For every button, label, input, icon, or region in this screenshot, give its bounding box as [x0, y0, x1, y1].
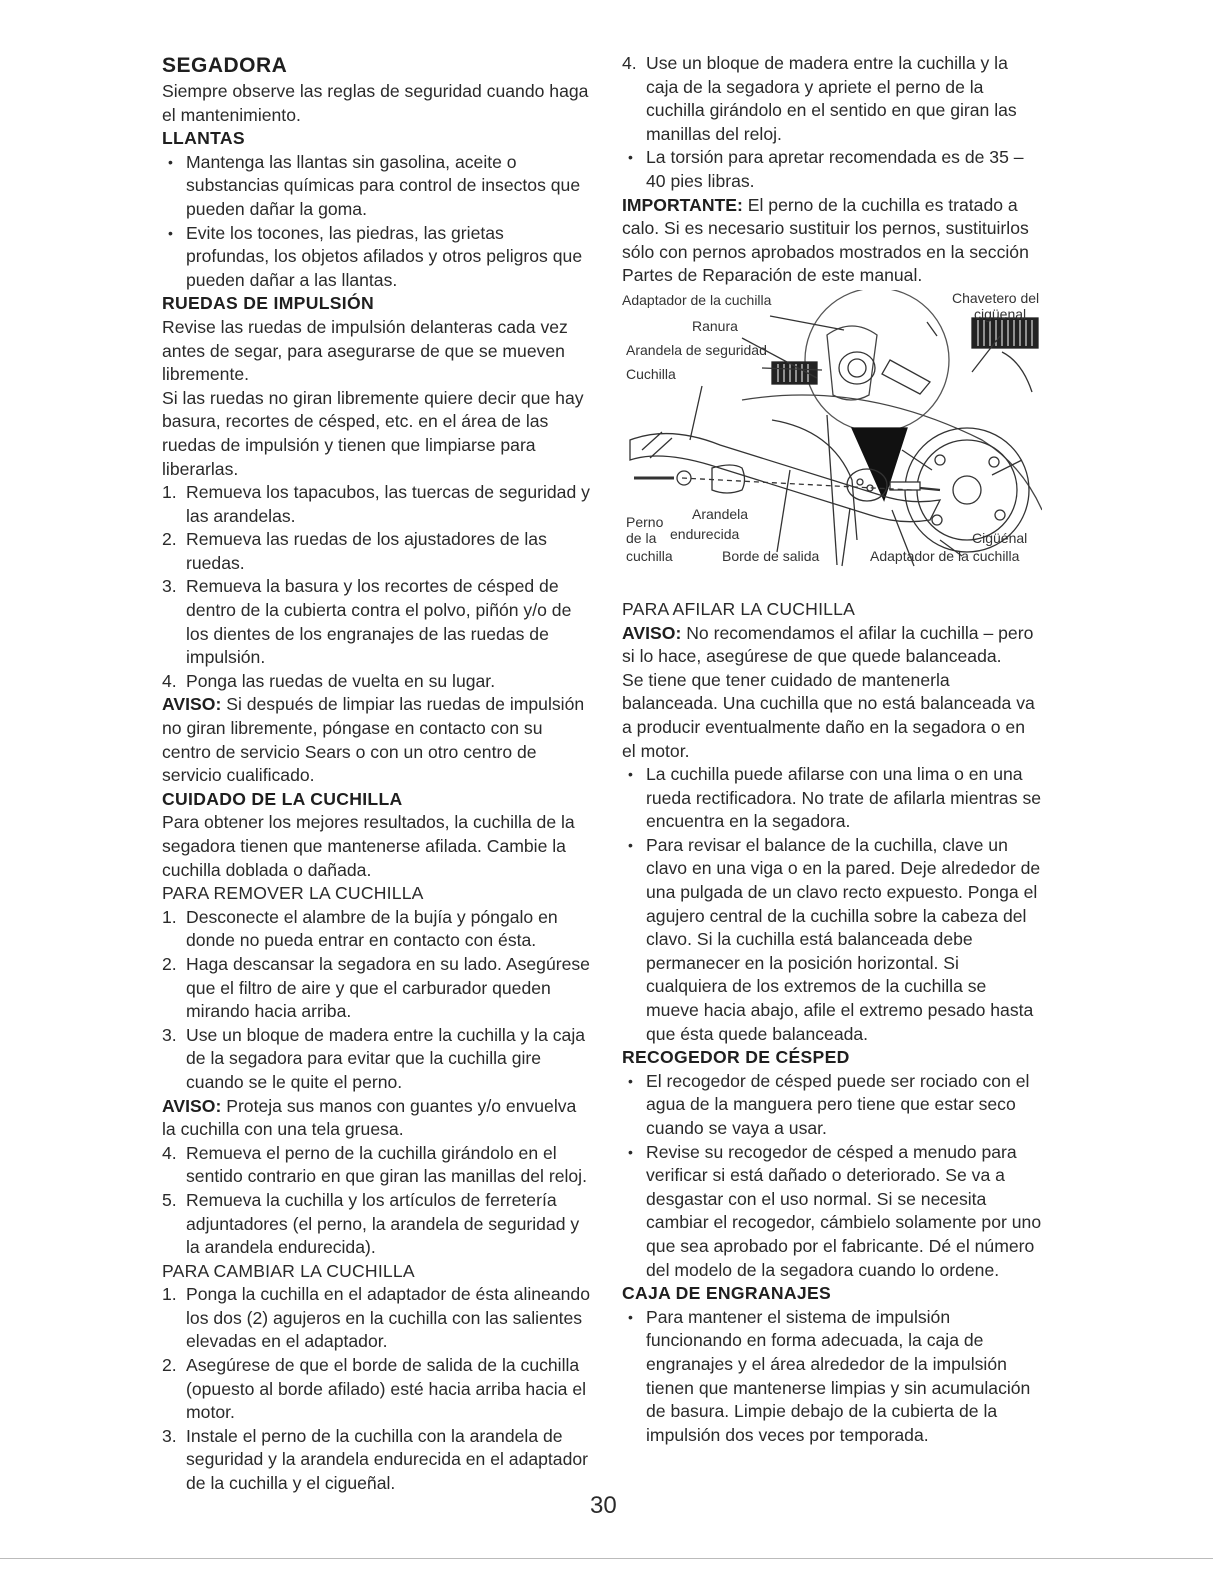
label-adaptador-bottom: Adaptador de la cuchilla — [870, 547, 1020, 564]
ruedas-paragraph-1: Revise las ruedas de impulsión delanteras cada vez antes de segar, para asegurarse de que se mueven libremente. — [162, 316, 568, 385]
bottom-rule — [0, 1558, 1213, 1559]
page-number: 30 — [590, 1492, 617, 1519]
label-perno-1: Perno — [626, 513, 664, 530]
label-adaptador-top: Adaptador de la cuchilla — [622, 291, 772, 308]
ruedas-paragraph-2: Si las ruedas no giran libremente quiere decir que hay basura, recortes de césped, etc. en el área de las ruedas de impulsión y tienen que limpiarse para liberarlas. — [162, 387, 584, 479]
caja-heading: CAJA DE ENGRANAJES — [622, 1283, 832, 1304]
bullet-icon: • — [628, 149, 633, 166]
list-item: 5. Remueva la cuchilla y los artículos de ferretería adjuntadores (el perno, la arandela de seguridad y la arandela endurecida). — [162, 1189, 580, 1258]
bullet-icon: • — [628, 1308, 633, 1325]
right-column — [622, 52, 1042, 1447]
list-item: 3. Use un bloque de madera entre la cuchilla y la caja de la segadora para evitar que la cuchilla gire cuando se le quite el perno. — [162, 1024, 586, 1092]
afilar-list — [622, 763, 1042, 1046]
list-item: 1. Desconecte el alambre de la bujía y póngalo en donde no pueda entrar en contacto con ésta. — [162, 906, 558, 951]
label-cuchilla: Cuchilla — [626, 365, 676, 382]
aviso-note: AVISO: Proteja sus manos con guantes y/o envuelva la cuchilla con una tela gruesa. — [162, 1095, 577, 1140]
list-item: • La torsión para apretar recomendada es de 35 – 40 pies libras. — [628, 147, 1024, 191]
blade-assembly-diagram — [622, 290, 1042, 590]
cambiar-steps-continued — [622, 52, 1042, 194]
list-item: 2. Remueva las ruedas de los ajustadores de las ruedas. — [162, 529, 547, 573]
afilar-heading: PARA AFILAR LA CUCHILLA — [622, 598, 856, 619]
list-item: 2. Asegúrese de que el borde de salida de la cuchilla (opuesto al borde afilado) esté hacia arriba hacia el motor. — [162, 1355, 587, 1423]
list-item: • Para mantener el sistema de impulsión funcionando en forma adecuada, la caja de engranajes y el área alrededor de la impulsión tienen que mantenerse limpias y sin acumulación de basura. Limpie debajo de la cubierta de la impulsión dos veces por temporada. — [628, 1306, 1031, 1445]
afilar-paragraph: Se tiene que tener cuidado de mantenerla balanceada. Una cuchilla que no está balanceada va a producir eventualmente daño en la segadora o en el motor. — [622, 669, 1035, 761]
list-item: 1. Ponga la cuchilla en el adaptador de ésta alineando los dos (2) agujeros en la cuchilla con las salientes elevadas en el adaptador. — [162, 1284, 590, 1352]
cambiar-heading: PARA CAMBIAR LA CUCHILLA — [162, 1260, 415, 1281]
llantas-list — [162, 151, 590, 293]
remover-steps-continued — [162, 1142, 590, 1260]
label-perno-2: de la — [626, 529, 657, 546]
list-item: 2. Haga descansar la segadora en su lado. Asegúrese que el filtro de aire y que el carburador queden mirando hacia arriba. — [162, 953, 590, 1022]
recogedor-heading: RECOGEDOR DE CÉSPED — [622, 1047, 850, 1068]
bullet-icon: • — [628, 766, 633, 783]
list-item: 4. Remueva el perno de la cuchilla girándolo en el sentido contrario en que giran las manillas del reloj. — [162, 1142, 587, 1187]
caja-list — [622, 1306, 1042, 1448]
section-title: SEGADORA — [162, 54, 288, 77]
label-arandela-end-1: Arandela — [692, 505, 749, 522]
list-item: 4. Ponga las ruedas de vuelta en su lugar. — [162, 670, 496, 691]
bullet-icon: • — [628, 836, 633, 853]
label-ciguenal: Cigüénal — [972, 529, 1028, 546]
list-item: • El recogedor de césped puede ser rociado con el agua de la manguera pero tiene que estar seco cuando se vaya a usar. — [628, 1070, 1030, 1138]
list-item: • Para revisar el balance de la cuchilla, clave un clavo en una viga o en la pared. Deje alrededor de una pulgada de un clavo recto expuesto. Ponga el agujero central de la cuchilla sobre la cabeza del clavo. Si la cuchilla está balanceada debe permanecer en la posición horizontal. Si cualquiera de los extremos de la cuchilla se mueve hacia abajo, afile el extremo pesado hasta que ésta quede balanceada. — [628, 834, 1041, 1044]
aviso-note: AVISO: Si después de limpiar las ruedas de impulsión no giran libremente, póngase en contacto con su centro de servicio Sears o con un otro centro de servicio cualificado. — [162, 694, 585, 786]
list-item: • Mantenga las llantas sin gasolina, aceite o substancias químicas para control de insectos que pueden dañar la goma. — [168, 151, 581, 219]
intro-text: Siempre observe las reglas de seguridad cuando haga el mantenimiento. — [162, 81, 589, 125]
bullet-icon: • — [168, 224, 173, 241]
label-perno-3: cuchilla — [626, 547, 673, 564]
list-item: • Evite los tocones, las piedras, las grietas profundas, los objetos afilados y otros peligros que pueden dañar a las llantas. — [168, 222, 583, 290]
recogedor-list — [622, 1070, 1042, 1282]
list-item: 1. Remueva los tapacubos, las tuercas de seguridad y las arandelas. — [162, 482, 590, 526]
importante-note: IMPORTANTE: El perno de la cuchilla es tratado a calo. Si es necesario sustituir los pernos, sustituirlos sólo con pernos aprobados mostrados en la sección Partes de Reparación de este manual. — [622, 194, 1029, 286]
list-item: • Revise su recogedor de césped a menudo para verificar si está dañado o deteriorado. Se va a desgastar con el uso normal. Si se necesita cambiar el recogedor, cámbielo solamente por uno que sea aprobado por el fabricante. Dé el número del modelo de la segadora cuando lo ordene. — [628, 1141, 1042, 1280]
list-item: 3. Instale el perno de la cuchilla con la arandela de seguridad y la arandela endurecida en el adaptador de la cuchilla y el cigueñal. — [162, 1425, 589, 1494]
bullet-icon: • — [168, 153, 173, 170]
label-borde-salida: Borde de salida — [722, 547, 820, 564]
ruedas-heading: RUEDAS DE IMPULSIÓN — [162, 293, 374, 314]
list-item: 3. Remueva la basura y los recortes de césped de dentro de la cubierta contra el polvo, piñón y/o de los dientes de los engranajes de las ruedas de impulsión. — [162, 576, 572, 668]
bullet-icon: • — [628, 1143, 633, 1160]
bullet-icon: • — [628, 1072, 633, 1089]
label-ranura: Ranura — [692, 317, 738, 334]
cuidado-text: Para obtener los mejores resultados, la cuchilla de la segadora tienen que mantenerse afilada. Cambie la cuchilla doblada o dañada. — [162, 812, 575, 880]
left-column — [162, 52, 590, 1496]
ruedas-steps — [162, 481, 590, 693]
remover-steps — [162, 906, 590, 1095]
label-chavetero-2: cigüenal — [974, 305, 1027, 322]
label-arandela-end-2: endurecida — [670, 525, 740, 542]
llantas-heading: LLANTAS — [162, 128, 245, 149]
cambiar-steps — [162, 1283, 590, 1495]
cuidado-heading: CUIDADO DE LA CUCHILLA — [162, 788, 403, 809]
remover-heading: PARA REMOVER LA CUCHILLA — [162, 883, 424, 904]
aviso-note: AVISO: No recomendamos el afilar la cuchilla – pero si lo hace, asegúrese de que quede balanceada. — [622, 622, 1034, 667]
list-item: 4. Use un bloque de madera entre la cuchilla y la caja de la segadora y apriete el perno de la cuchilla girándolo en el sentido en que giran las manillas del reloj. — [622, 53, 1017, 144]
label-chavetero-1: Chavetero del — [952, 289, 1040, 306]
list-item: • La cuchilla puede afilarse con una lima o en una rueda rectificadora. No trate de afilarla mientras se encuentra en la segadora. — [628, 764, 1042, 832]
label-arandela-seguridad: Arandela de seguridad — [626, 341, 767, 358]
